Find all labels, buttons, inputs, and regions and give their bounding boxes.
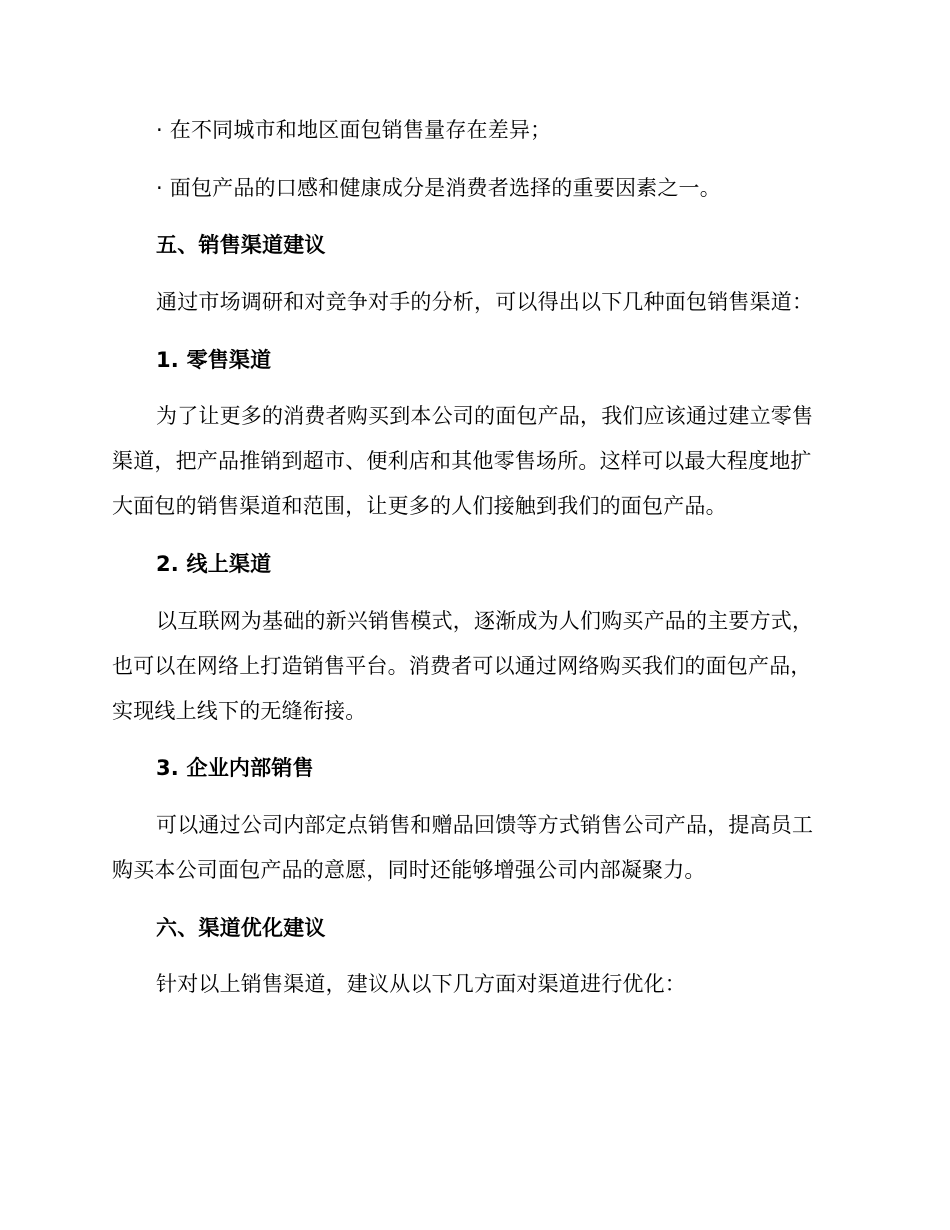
paragraph-line: 通过市场调研和对竞争对手的分析，可以得出以下几种面包销售渠道： bbox=[156, 290, 814, 314]
section-heading: 六、渠道优化建议 bbox=[156, 916, 326, 940]
paragraph-line: 为了让更多的消费者购买到本公司的面包产品，我们应该通过建立零售 bbox=[156, 404, 814, 428]
paragraph-line: 以互联网为基础的新兴销售模式，逐渐成为人们购买产品的主要方式， bbox=[156, 609, 814, 633]
paragraph-line: 针对以上销售渠道，建议从以下几方面对渠道进行优化： bbox=[156, 972, 686, 996]
paragraph-line: 大面包的销售渠道和范围，让更多的人们接触到我们的面包产品。 bbox=[112, 494, 727, 518]
bullet-item: · 面包产品的口感和健康成分是消费者选择的重要因素之一。 bbox=[156, 176, 721, 200]
paragraph-line: 也可以在网络上打造销售平台。消费者可以通过网络购买我们的面包产品， bbox=[112, 654, 812, 678]
bullet-item: · 在不同城市和地区面包销售量存在差异； bbox=[156, 118, 552, 142]
paragraph-line: 渠道，把产品推销到超市、便利店和其他零售场所。这样可以最大程度地扩 bbox=[112, 449, 812, 473]
paragraph-line: 可以通过公司内部定点销售和赠品回馈等方式销售公司产品，提高员工 bbox=[156, 813, 814, 837]
paragraph-line: 实现线上线下的无缝衔接。 bbox=[112, 699, 367, 723]
subsection-heading: 2. 线上渠道 bbox=[156, 552, 272, 576]
subsection-heading: 1. 零售渠道 bbox=[156, 348, 272, 372]
paragraph-line: 购买本公司面包产品的意愿，同时还能够增强公司内部凝聚力。 bbox=[112, 858, 706, 882]
subsection-heading: 3. 企业内部销售 bbox=[156, 756, 314, 780]
section-heading: 五、销售渠道建议 bbox=[156, 233, 326, 257]
